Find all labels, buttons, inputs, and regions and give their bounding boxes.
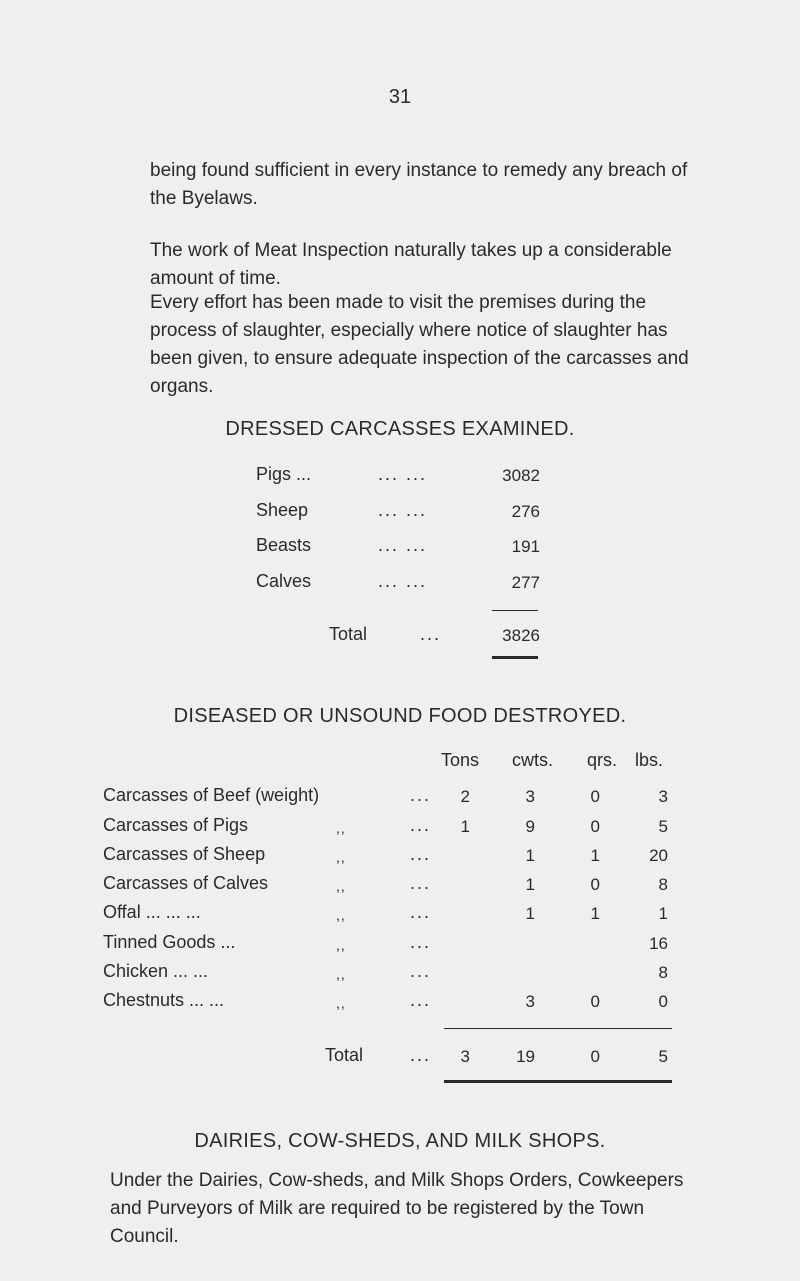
row-label: Chicken ... ... [103, 961, 209, 981]
tons-value: 2 [460, 787, 470, 806]
diseased-food-heading: DISEASED OR UNSOUND FOOD DESTROYED. [173, 705, 627, 727]
dressed-carcasses-heading: DRESSED CARCASSES EXAMINED. [225, 418, 575, 440]
subtotal-rule [444, 1028, 672, 1029]
leader-dots: ... [410, 844, 432, 864]
lbs-value: 5 [658, 817, 668, 836]
leader-dots: ... ... [378, 500, 428, 520]
qrs-value: 0 [590, 992, 600, 1011]
cwts-value: 9 [525, 817, 535, 836]
row-label: Calves [256, 571, 312, 591]
qrs-value: 1 [590, 846, 600, 865]
ditto-mark: ,, [336, 937, 346, 953]
page-number: 31 [388, 86, 412, 108]
lbs-value: 3 [658, 787, 668, 806]
total-label: Total [329, 624, 368, 644]
qrs-value: 0 [590, 817, 600, 836]
intro-paragraph: being found sufficient in every instance to remedy any breach of the Byelaws. [150, 160, 688, 209]
cwts-value: 3 [525, 787, 535, 806]
qrs-value: 0 [590, 787, 600, 806]
tons-value: 1 [460, 817, 470, 836]
ditto-mark: ,, [336, 820, 346, 836]
header-lbs: lbs. [635, 750, 664, 770]
lbs-value: 0 [658, 992, 668, 1011]
leader-dots: ... [410, 815, 432, 835]
row-label: Carcasses of Calves [103, 873, 269, 893]
lbs-value: 16 [649, 934, 668, 953]
total-qrs: 0 [590, 1047, 600, 1066]
leader-dots: ... ... [378, 464, 428, 484]
lbs-value: 8 [658, 875, 668, 894]
row-value: 191 [511, 537, 540, 556]
ditto-mark: ,, [336, 849, 346, 865]
leader-dots: ... [410, 932, 432, 952]
leader-dots: ... [410, 902, 432, 922]
leader-dots: ... [410, 873, 432, 893]
lbs-value: 20 [649, 846, 668, 865]
total-lbs: 5 [658, 1047, 668, 1066]
row-value: 3082 [502, 466, 540, 485]
row-label: Chestnuts ... ... [103, 990, 225, 1010]
total-tons: 3 [460, 1047, 470, 1066]
leader-dots: ... [410, 785, 432, 805]
header-qrs: qrs. [587, 750, 618, 770]
total-rule [492, 656, 538, 659]
leader-dots: ... [410, 990, 432, 1010]
qrs-value: 1 [590, 904, 600, 923]
cwts-value: 1 [525, 846, 535, 865]
row-label: Sheep [256, 500, 309, 520]
row-label: Beasts [256, 535, 312, 555]
leader-dots: ... [410, 1045, 432, 1065]
total-rule [444, 1080, 672, 1083]
dairies-heading: DAIRIES, COW-SHEDS, AND MILK SHOPS. [194, 1130, 606, 1152]
total-cwts: 19 [516, 1047, 535, 1066]
leader-dots: ... ... [378, 535, 428, 555]
total-label: Total [325, 1045, 364, 1065]
cwts-value: 1 [525, 875, 535, 894]
row-value: 277 [511, 573, 540, 592]
header-cwts: cwts. [512, 750, 554, 770]
ditto-mark: ,, [336, 966, 346, 982]
header-tons: Tons [441, 750, 480, 770]
total-value: 3826 [502, 626, 540, 645]
meat-inspection-paragraph: The work of Meat Inspection naturally takes up a considerable amount of time. [150, 240, 672, 289]
lbs-value: 1 [658, 904, 668, 923]
lbs-value: 8 [658, 963, 668, 982]
cwts-value: 1 [525, 904, 535, 923]
leader-dots: ... [410, 961, 432, 981]
row-label: Tinned Goods ... [103, 932, 236, 952]
row-label: Offal ... ... ... [103, 902, 201, 922]
row-label: Pigs ... [256, 464, 312, 484]
cwts-value: 3 [525, 992, 535, 1011]
row-label: Carcasses of Sheep [103, 844, 266, 864]
row-label: Carcasses of Beef (weight) [103, 785, 320, 805]
leader-dots: ... ... [378, 571, 428, 591]
row-value: 276 [511, 502, 540, 521]
qrs-value: 0 [590, 875, 600, 894]
ditto-mark: ,, [336, 995, 346, 1011]
dairies-paragraph: Under the Dairies, Cow-sheds, and Milk Shops Orders, Cowkeepers and Purveyors of Milk are required to be registered by the Town Council. [110, 1170, 684, 1247]
ditto-mark: ,, [336, 907, 346, 923]
subtotal-rule [492, 610, 538, 611]
row-label: Carcasses of Pigs [103, 815, 249, 835]
slaughter-paragraph: Every effort has been made to visit the premises during the process of slaughter, especially where notice of slaughter has been given, to ensure adequate inspection of the carcasses and organs. [150, 292, 689, 397]
leader-dots: ... [420, 624, 442, 644]
ditto-mark: ,, [336, 878, 346, 894]
